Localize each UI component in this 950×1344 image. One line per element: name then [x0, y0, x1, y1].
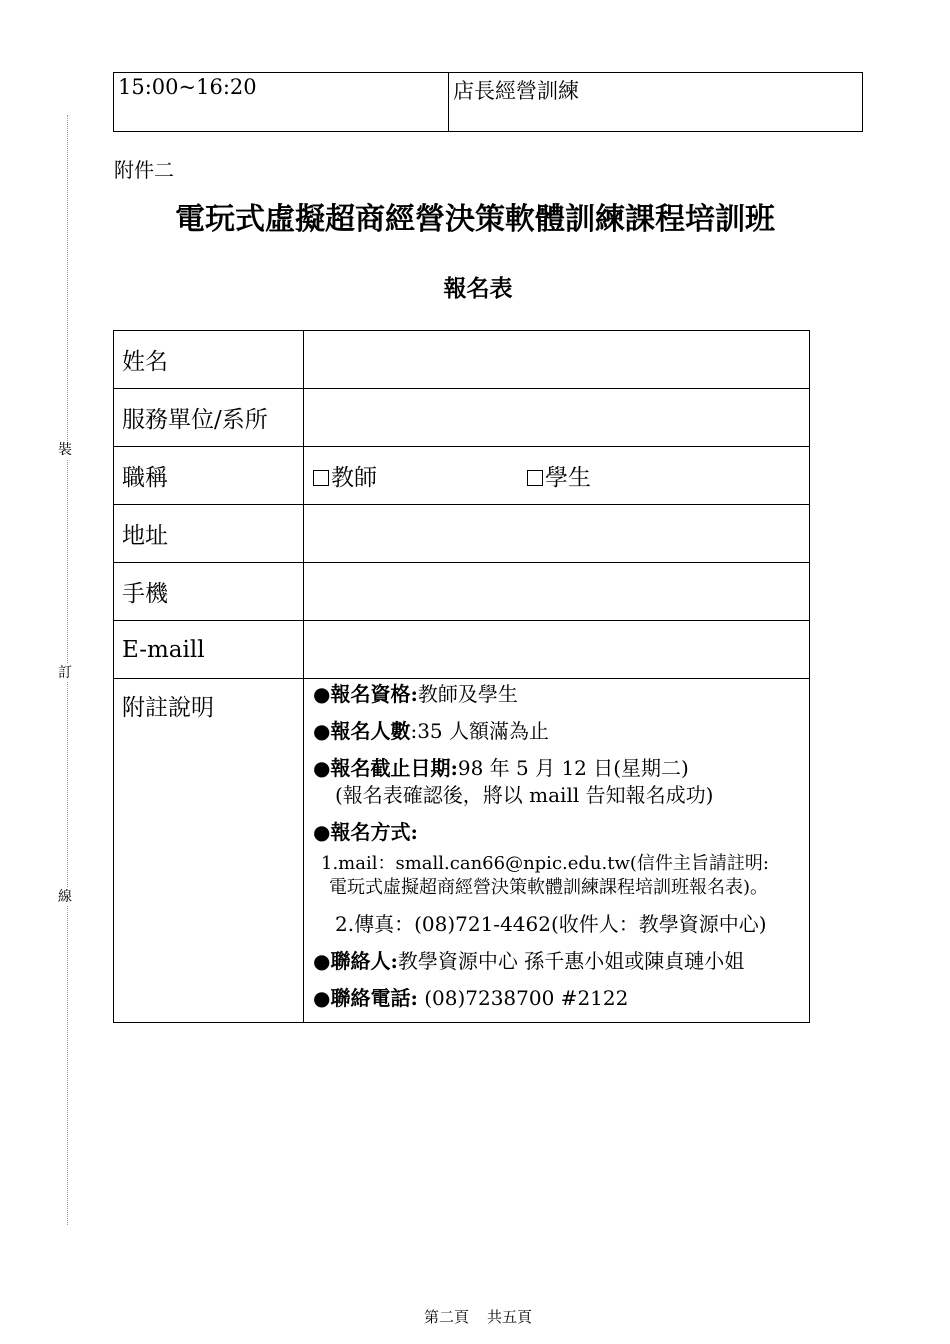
- deadline-note: (報名表確認後，將以 maill 告知報名成功): [335, 783, 714, 807]
- phone-value: (08)7238700 #2122: [417, 985, 629, 1010]
- registration-form: [113, 330, 810, 1023]
- form-subtitle: 報名表: [443, 275, 513, 302]
- method-mail-text: 1.mail：small.can66@npic.edu.tw(信件主旨請註明:: [321, 853, 769, 874]
- job-title-label: 職稱: [114, 447, 304, 505]
- address-label: 地址: [114, 505, 304, 563]
- mobile-label: 手機: [114, 563, 304, 621]
- notes-content: [304, 679, 810, 1023]
- note-phone: ●聯絡電話: (08)7238700 #2122: [313, 985, 629, 1010]
- schedule-table: [113, 72, 863, 132]
- form-row-notes: [114, 679, 810, 1023]
- unit-field[interactable]: [304, 389, 810, 447]
- name-field[interactable]: [304, 331, 810, 389]
- student-option-label: 學生: [545, 465, 591, 491]
- binding-mark-1: 裝: [58, 442, 72, 458]
- page-title: 電玩式虛擬超商經營決策軟體訓練課程培訓班: [175, 202, 775, 237]
- qualification-value: 教師及學生: [417, 682, 518, 706]
- form-row-name: [114, 331, 810, 389]
- method-mail-text-2: 電玩式虛擬超商經營決策軟體訓練課程培訓班報名表)。: [329, 877, 769, 899]
- contact-label: 聯絡人:: [330, 948, 398, 973]
- deadline-value: 98 年 5 月 12 日(星期二): [457, 756, 689, 780]
- schedule-item: 店長經營訓練: [449, 73, 863, 132]
- form-row-title: [114, 447, 810, 505]
- form-row-address: [114, 505, 810, 563]
- mobile-field[interactable]: [304, 563, 810, 621]
- page-total: 共五頁: [487, 1308, 533, 1326]
- schedule-time: 15:00~16:20: [114, 73, 449, 132]
- note-count: ●報名人數:35 人額滿為止: [313, 719, 549, 743]
- annex-label: 附件二: [114, 158, 174, 182]
- note-deadline: ●報名截止日期:98 年 5 月 12 日(星期二) (報名表確認後，將以 maill 告知報名成功): [313, 756, 714, 807]
- form-row-unit: [114, 389, 810, 447]
- unit-label: 服務單位/系所: [114, 389, 304, 447]
- note-method: ●報名方式: 1.mail：small.can66@npic.edu.tw(信件主旨請註明: 電玩式虛擬超商經營決策軟體訓練課程培訓班報名表)。 2.傳真：(08)721-4462(收件人：教學資源中心): [313, 819, 800, 938]
- phone-label: 聯絡電話:: [330, 985, 418, 1010]
- note-qualification: ●報名資格:教師及學生: [313, 682, 518, 706]
- schedule-row: [114, 73, 863, 132]
- teacher-option-label: 教師: [331, 465, 377, 491]
- method-label: 報名方式:: [330, 820, 418, 844]
- student-checkbox[interactable]: [527, 470, 543, 486]
- contact-value: 教學資源中心 孫千惠小姐或陳貞璉小姐: [397, 948, 745, 973]
- binding-mark-3: 線: [58, 889, 72, 905]
- note-contact: ●聯絡人:教學資源中心 孫千惠小姐或陳貞璉小姐: [313, 948, 745, 973]
- teacher-option[interactable]: [313, 459, 527, 492]
- page-number: 第二頁: [423, 1308, 469, 1326]
- qualification-label: 報名資格:: [330, 682, 418, 706]
- form-row-mobile: [114, 563, 810, 621]
- teacher-checkbox[interactable]: [313, 470, 329, 486]
- page-footer: [0, 1306, 950, 1327]
- name-label: 姓名: [114, 331, 304, 389]
- email-field[interactable]: [304, 621, 810, 679]
- form-row-email: [114, 621, 810, 679]
- method-fax: 2.傳真：(08)721-4462(收件人：教學資源中心): [335, 911, 767, 936]
- deadline-label: 報名截止日期:: [330, 756, 458, 780]
- job-title-options: [304, 447, 810, 505]
- notes-label: 附註說明: [114, 679, 304, 1023]
- method-mail: [313, 852, 800, 901]
- binding-mark-2: 訂: [58, 665, 72, 681]
- count-value: :35 人額滿為止: [410, 719, 549, 743]
- count-label: 報名人數: [330, 719, 411, 743]
- email-label: E-maill: [114, 621, 304, 679]
- student-option[interactable]: [527, 459, 591, 492]
- address-field[interactable]: [304, 505, 810, 563]
